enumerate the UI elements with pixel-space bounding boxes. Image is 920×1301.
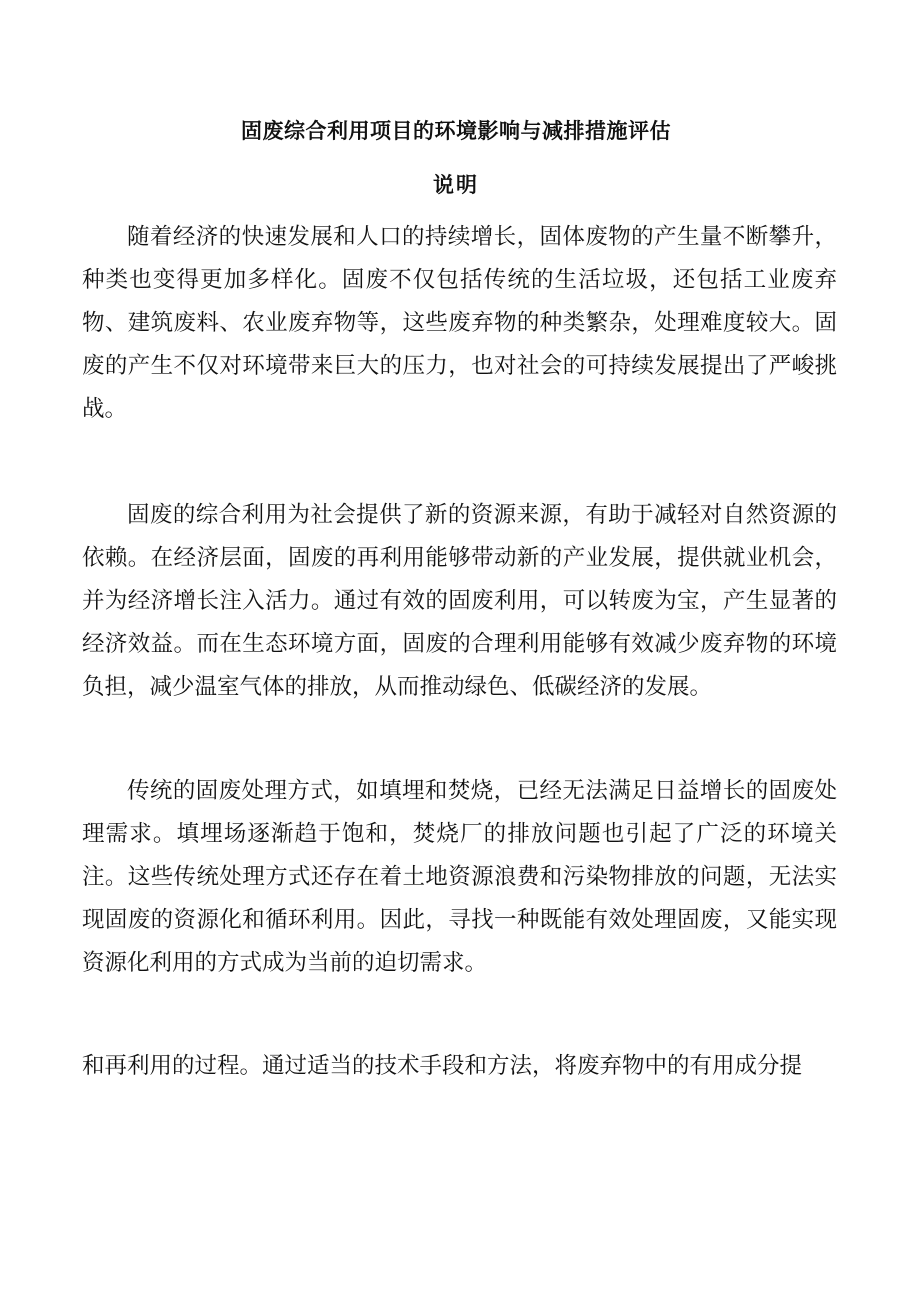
- paragraph-3: 传统的固废处理方式，如填埋和焚烧，已经无法满足日益增长的固废处理需求。填埋场逐渐趋于饱和，焚烧厂的排放问题也引起了广泛的环境关注。这些传统处理方式还存在着土地资源浪费和污染物排放的问题，无法实现固废的资源化和循环利用。因此，寻找一种既能有效处理固废，又能实现资源化利用的方式成为当前的迫切需求。: [82, 778, 837, 976]
- paragraph-2: 固废的综合利用为社会提供了新的资源来源，有助于减轻对自然资源的依赖。在经济层面，固废的再利用能够带动新的产业发展，提供就业机会，并为经济增长注入活力。通过有效的固废利用，可以转废为宝，产生显著的经济效益。而在生态环境方面，固废的合理利用能够有效减少废弃物的环境负担，减少温室气体的排放，从而推动绿色、低碳经济的发展。: [82, 502, 837, 700]
- document-title: 固废综合利用项目的环境影响与减排措施评估: [241, 118, 671, 143]
- paragraph-4: 和再利用的过程。通过适当的技术手段和方法，将废弃物中的有用成分提: [82, 1053, 803, 1079]
- section-heading: 说明: [433, 172, 479, 197]
- paragraph-1: 随着经济的快速发展和人口的持续增长，固体废物的产生量不断攀升，种类也变得更加多样化。固废不仅包括传统的生活垃圾，还包括工业废弃物、建筑废料、农业废弃物等，这些废弃物的种类繁杂，处理难度较大。固废的产生不仅对环境带来巨大的压力，也对社会的可持续发展提出了严峻挑战。: [82, 224, 837, 422]
